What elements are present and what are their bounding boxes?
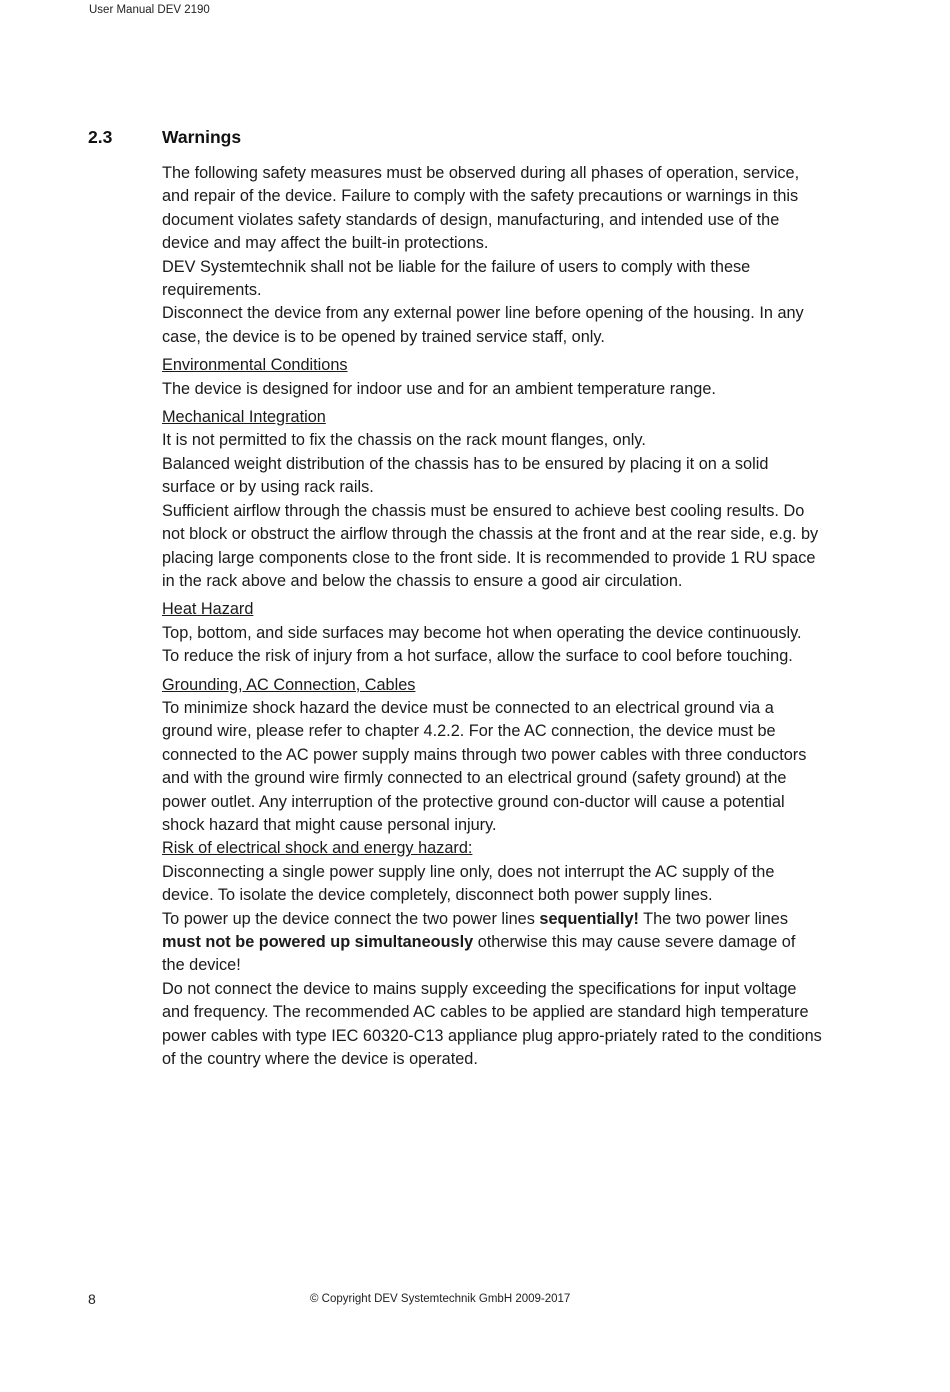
mechanical-paragraph: It is not permitted to fix the chassis on the rack mount flanges, only.	[162, 431, 646, 450]
risk-emphasis: must not be powered up simultaneously	[162, 933, 474, 951]
intro-paragraph: Disconnect the device from any external power line before opening of the housing. In any case, the device is to be opened by trained service staff, only.	[162, 304, 804, 346]
risk-emphasis: sequentially!	[539, 909, 639, 928]
copyright-notice: © Copyright DEV Systemtechnik GmbH 2009-2017	[310, 1293, 571, 1305]
page-number: 8	[88, 1291, 96, 1307]
environmental-paragraph: The device is designed for indoor use and for an ambient temperature range.	[162, 379, 716, 398]
risk-text: otherwise this may cause severe damage of the device!	[162, 933, 796, 975]
mechanical-paragraph: Sufficient airflow through the chassis must be ensured to achieve best cooling results. Do not block or obstruct the airflow through the chassis at the front and at the rear side, e.g. by placing large components close to the front side. It is recommended to provide 1 RU space in the rack above and below the chassis to ensure a good air circulation.	[162, 501, 819, 590]
intro-paragraph: DEV Systemtechnik shall not be liable for the failure of users to comply with these requirements.	[162, 257, 751, 300]
running-header: User Manual DEV 2190	[89, 4, 210, 16]
grounding-paragraph: To minimize shock hazard the device must be connected to an electrical ground via a ground wire, please refer to chapter 4.2.2. For the AC connection, the device must be connected to the AC power supply mains through two power cables with three conductors and with the ground wire firmly connected to an electrical ground (safety ground) at the power outlet. Any interruption of the protective ground con-ductor will cause a potential shock hazard that might cause personal injury.	[162, 698, 807, 834]
risk-text: To power up the device connect the two power lines	[162, 909, 540, 928]
heat-heading: Heat Hazard	[162, 600, 254, 619]
warnings-body	[162, 162, 822, 1071]
section-number: 2.3	[88, 127, 113, 147]
risk-paragraph: Do not connect the device to mains supply exceeding the specifications for input voltage and frequency. The recommended AC cables to be applied are standard high temperature power cables with type IEC 60320-C13 appliance plug appro-priately rated to the conditions of the country where the device is operated.	[162, 979, 822, 1069]
grounding-heading: Grounding, AC Connection, Cables	[162, 675, 416, 694]
risk-paragraph	[162, 908, 822, 978]
intro-paragraph: The following safety measures must be observed during all phases of operation, service, and repair of the device. Failure to comply with the safety precautions or warnings in this document violates safety standards of design, manufacturing, and intended use of the device and may affect the built-in protections.	[162, 164, 800, 253]
risk-heading: Risk of electrical shock and energy hazard:	[162, 839, 473, 858]
risk-paragraph: Disconnecting a single power supply line only, does not interrupt the AC supply of the device. To isolate the device completely, disconnect both power supply lines.	[162, 862, 775, 905]
heat-paragraph: Top, bottom, and side surfaces may become hot when operating the device continuously. To reduce the risk of injury from a hot surface, allow the surface to cool before touching.	[162, 623, 802, 666]
environmental-heading: Environmental Conditions	[162, 356, 348, 375]
risk-text: The two power lines	[638, 909, 788, 928]
section-heading	[88, 127, 241, 148]
section-title: Warnings	[162, 127, 242, 147]
mechanical-paragraph: Balanced weight distribution of the chassis has to be ensured by placing it on a solid surface or by using rack rails.	[162, 454, 769, 497]
mechanical-heading: Mechanical Integration	[162, 408, 326, 427]
